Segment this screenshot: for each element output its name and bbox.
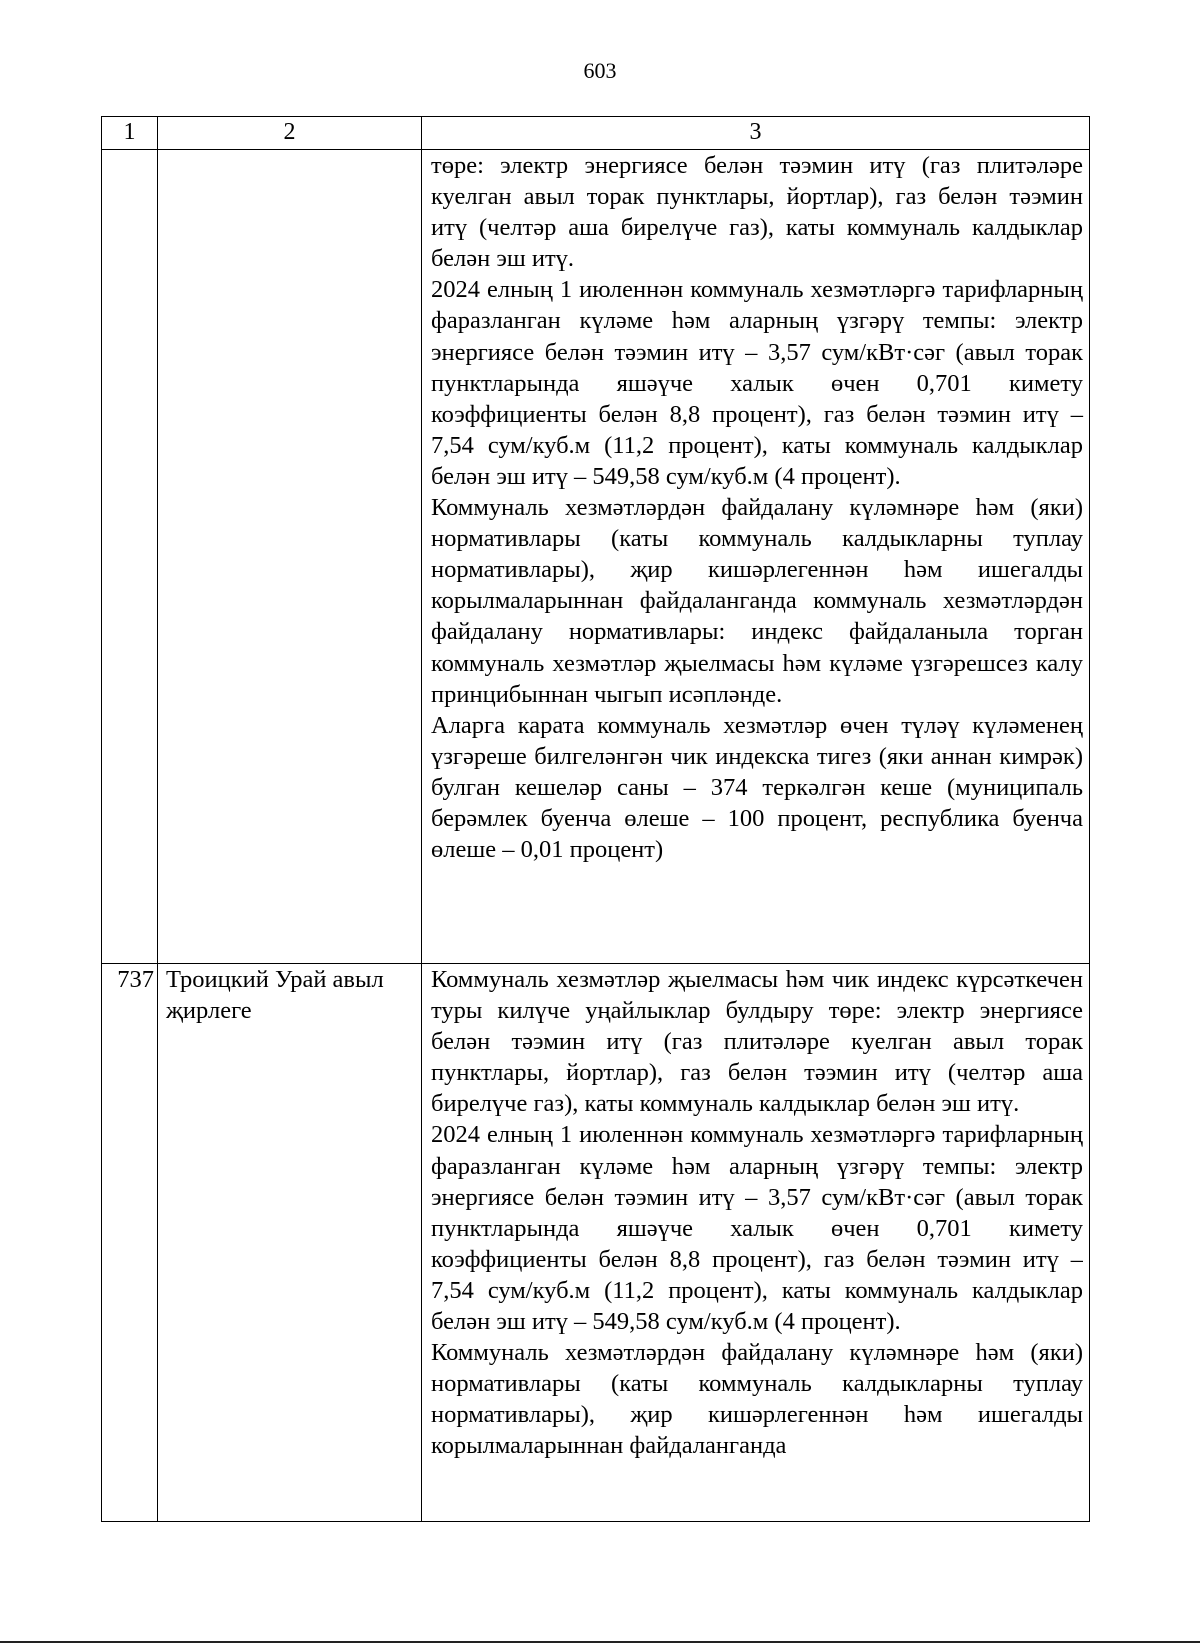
paragraph: төре: электр энергиясе белән тәэмин итү (газ плитәләре куелган авыл торак пунктлары, йортлар), газ белән тәэмин итү (челтәр аша бирелүче газ), каты коммуналь калдыклар белән эш итү. xyxy=(431,152,1083,273)
table-row xyxy=(102,150,1090,964)
header-cell-1: 1 xyxy=(102,117,158,150)
paragraph: Коммуналь хезмәтләрдән файдалану күләмнәре һәм (яки) нормативлары (каты коммуналь калдыкларны туплау нормативлары), җир кишәрлегеннән һәм ишегалды корылмаларыннан файдаланганда xyxy=(431,1339,1083,1460)
settlement-name xyxy=(158,150,422,964)
paragraph: Коммуналь хезмәтләрдән файдалану күләмнәре һәм (яки) нормативлары (каты коммуналь калдыкларны туплау нормативлары), җир кишәрлегеннән һәм ишегалды корылмаларыннан файдаланганда коммуналь хезмәтләрдән файдалану нормативлары: индекс файдаланыла торган коммуналь хезмәтләр җыелмасы һәм күләме үзгәрешсез калу принцибыннан чыгып исәпләнде. xyxy=(431,494,1083,708)
row-number xyxy=(102,150,158,964)
document-table xyxy=(101,116,1090,1522)
settlement-name: Троицкий Урай авыл җирлеге xyxy=(158,964,422,1522)
table-header-row xyxy=(102,117,1090,150)
paragraph: 2024 елның 1 июленнән коммуналь хезмәтләргә тарифларның фаразланган күләме һәм аларның үзгәрү темпы: электр энергиясе белән тәэмин итү – 3,57 сум/кВт·сәг (авыл торак пунктларында яшәүче халык өчен 0,701 кимету коэффициенты белән 8,8 процент), газ белән тәэмин итү – 7,54 сум/куб.м (11,2 процент), каты коммуналь калдыклар белән эш итү – 549,58 сум/куб.м (4 процент). xyxy=(431,1121,1083,1336)
paragraph: Аларга карата коммуналь хезмәтләр өчен түләү күләменең үзгәреше билгеләнгән чик индекска тигез (яки аннан кимрәк) булган кешеләр саны – 374 теркәлгән кеше (муниципаль берәмлек буенча өлеше – 100 процент, республика буенча өлеше – 0,01 процент) xyxy=(431,711,1083,864)
header-cell-3: 3 xyxy=(422,117,1090,150)
description-content xyxy=(431,964,1083,1520)
paragraph: 2024 елның 1 июленнән коммуналь хезмәтләргә тарифларның фаразланган күләме һәм аларның үзгәрү темпы: электр энергиясе белән тәэмин итү – 3,57 сум/кВт·сәг (авыл торак пунктларында яшәүче халык өчен 0,701 кимету коэффициенты белән 8,8 процент), газ белән тәэмин итү – 7,54 сум/куб.м (11,2 процент), каты коммуналь калдыклар белән эш итү – 549,58 сум/куб.м (4 процент). xyxy=(431,276,1083,490)
description-cell xyxy=(422,964,1090,1522)
description-cell xyxy=(422,150,1090,964)
page-number: 603 xyxy=(583,58,617,83)
header-cell-2: 2 xyxy=(158,117,422,150)
table-row xyxy=(102,964,1090,1522)
row-number: 737 xyxy=(102,964,158,1522)
paragraph: Коммуналь хезмәтләр җыелмасы һәм чик индекс күрсәткечен туры килүче уңайлыклар булдыру төре: электр энергиясе белән тәэмин итү (газ плитәләре куелган авыл торак пунктлары, йортлар), газ белән тәэмин итү (челтәр аша бирелүче газ), каты коммуналь калдыклар белән эш итү. xyxy=(431,966,1083,1118)
